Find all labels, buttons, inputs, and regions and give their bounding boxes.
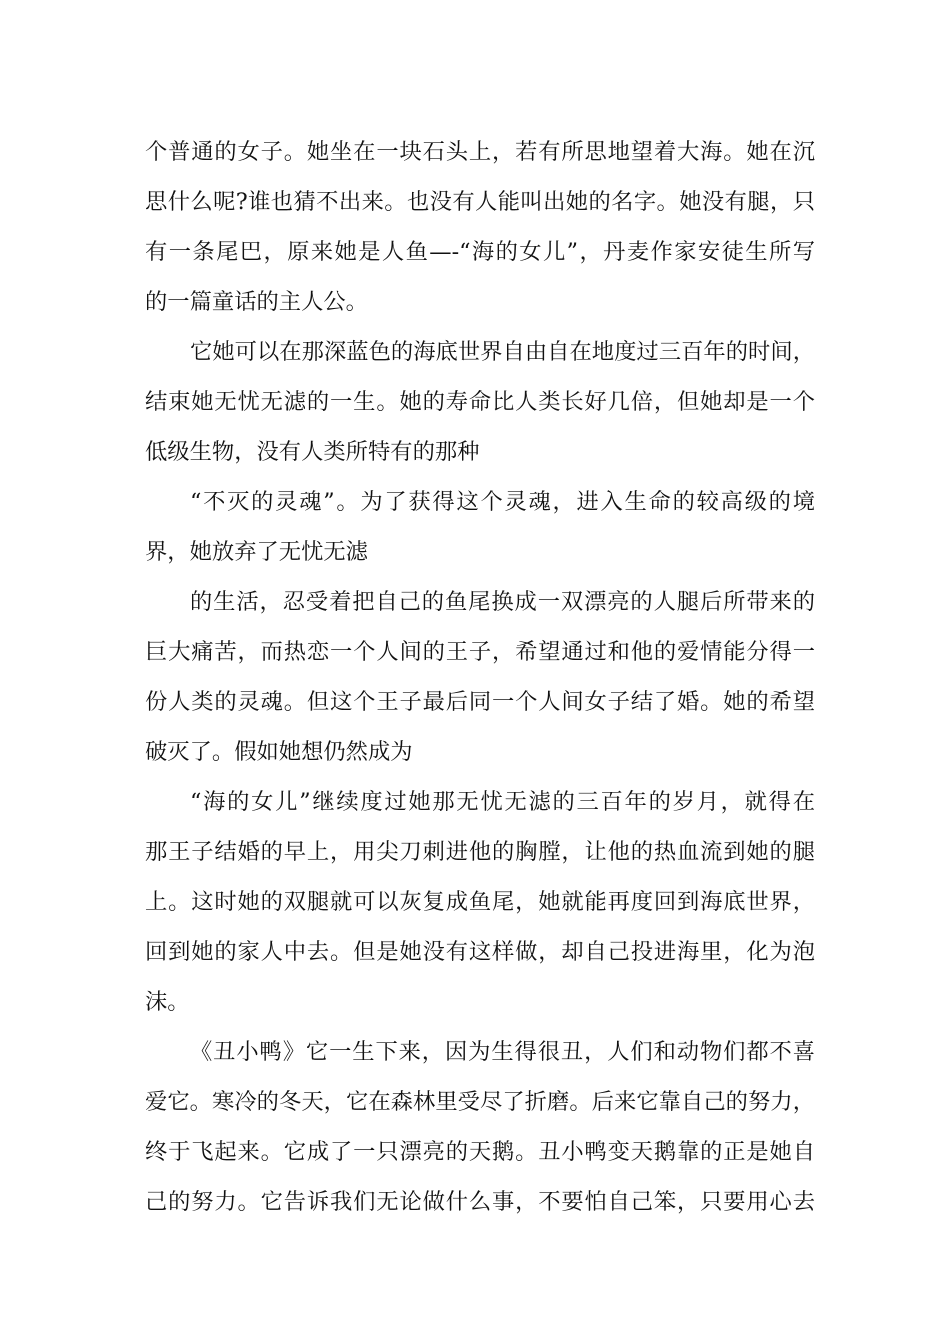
text-line-4: 的一篇童话的主人公。: [145, 289, 368, 315]
text-line-21: 终于飞起来。它成了一只漂亮的天鹅。丑小鸭变天鹅靠的正是她自: [145, 1139, 815, 1165]
text-line-13: 破灭了。假如她想仍然成为: [145, 739, 413, 765]
text-line-11: 巨大痛苦，而热恋一个人间的王子，希望通过和他的爱情能分得一: [145, 639, 815, 665]
text-line-3: 有一条尾巴，原来她是人鱼—-“海的女儿”，丹麦作家安徒生所写: [145, 239, 815, 265]
text-line-18: 沫。: [145, 989, 190, 1015]
text-line-12: 份人类的灵魂。但这个王子最后同一个人间女子结了婚。她的希望: [145, 689, 815, 715]
text-line-9: 界，她放弃了无忧无滤: [145, 539, 368, 565]
text-line-8: “不灭的灵魂”。为了获得这个灵魂，进入生命的较高级的境: [190, 489, 815, 515]
text-line-7: 低级生物，没有人类所特有的那种: [145, 439, 480, 465]
text-line-19: 《丑小鸭》它一生下来，因为生得很丑，人们和动物们都不喜: [190, 1039, 815, 1065]
text-line-16: 上。这时她的双腿就可以灰复成鱼尾，她就能再度回到海底世界，: [145, 889, 815, 915]
text-line-6: 结束她无忧无滤的一生。她的寿命比人类长好几倍，但她却是一个: [145, 389, 815, 415]
document-body: [145, 127, 815, 1227]
text-line-20: 爱它。寒冷的冬天，它在森林里受尽了折磨。后来它靠自己的努力，: [145, 1089, 815, 1115]
text-line-1: 个普通的女子。她坐在一块石头上，若有所思地望着大海。她在沉: [145, 139, 815, 165]
text-line-14: “海的女儿”继续度过她那无忧无滤的三百年的岁月，就得在: [190, 789, 815, 815]
text-line-15: 那王子结婚的早上，用尖刀刺进他的胸膛，让他的热血流到她的腿: [145, 839, 815, 865]
text-line-5: 它她可以在那深蓝色的海底世界自由自在地度过三百年的时间，: [190, 339, 815, 365]
text-line-17: 回到她的家人中去。但是她没有这样做，却自己投进海里，化为泡: [145, 939, 815, 965]
text-line-22: 己的努力。它告诉我们无论做什么事，不要怕自己笨，只要用心去: [145, 1189, 815, 1215]
text-line-2: 思什么呢?谁也猜不出来。也没有人能叫出她的名字。她没有腿，只: [145, 189, 815, 215]
text-line-10: 的生活，忍受着把自己的鱼尾换成一双漂亮的人腿后所带来的: [190, 589, 815, 615]
